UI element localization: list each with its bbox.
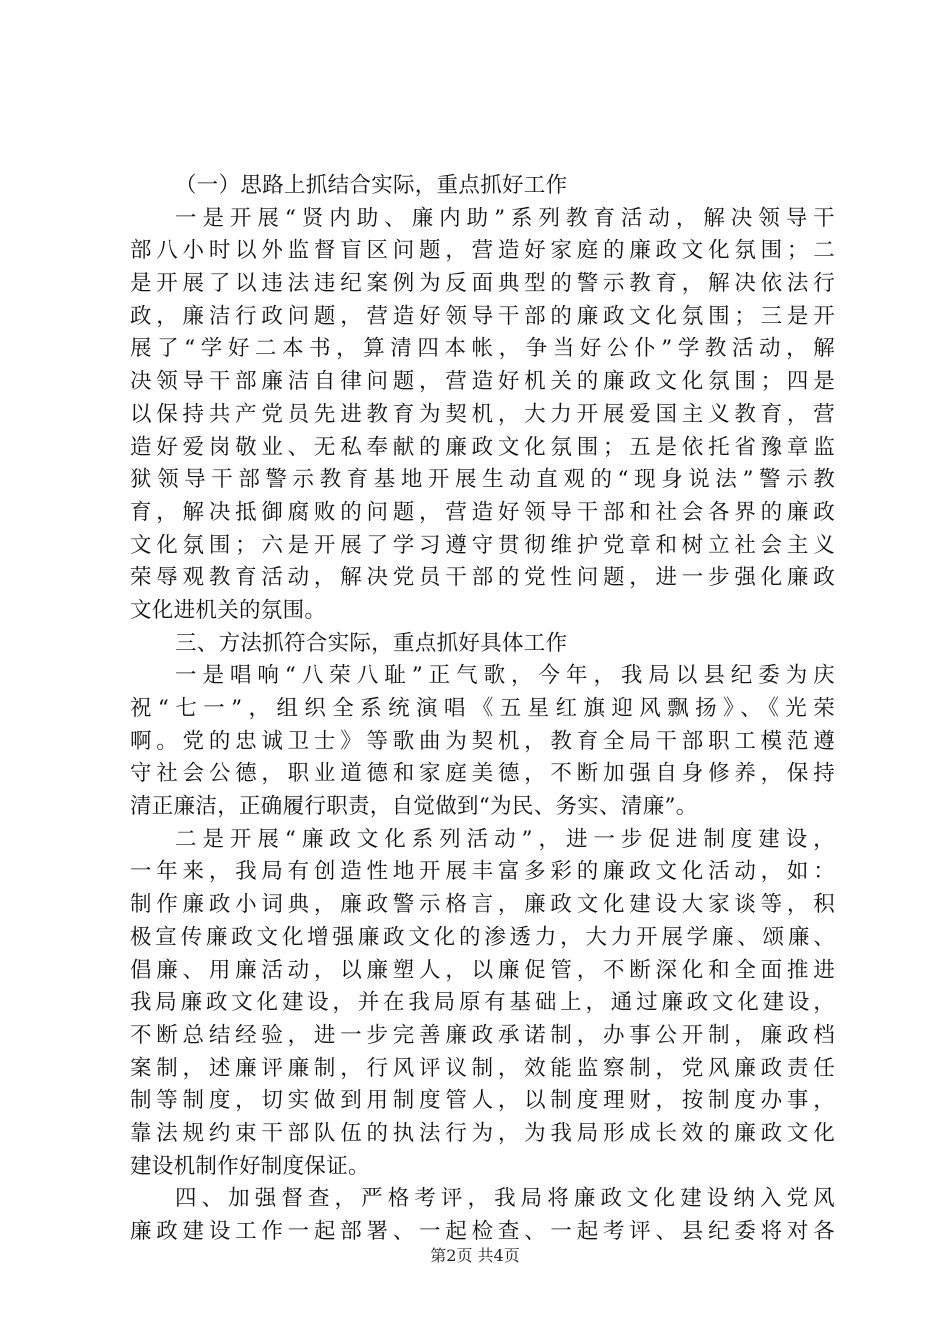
text-line: 倡廉、用廉活动，以廉塑人，以廉促管，不断深化和全面推进 <box>130 957 835 983</box>
text-line: 育，解决抵御腐败的问题，营造好领导干部和社会各界的廉政 <box>130 499 835 525</box>
heading-line: 三、方法抓符合实际，重点抓好具体工作 <box>175 630 568 656</box>
text-line: 极宣传廉政文化增强廉政文化的渗透力，大力开展学廉、颂廉、 <box>130 924 835 950</box>
text-line: 一是开展“贤内助、廉内助”系列教育活动，解决领导干 <box>175 205 835 231</box>
text-line: 案制，述廉评廉制，行风评议制，效能监察制，党风廉政责任 <box>130 1055 835 1081</box>
paragraph-1 <box>130 203 835 628</box>
text-line: 廉政建设工作一起部署、一起检查、一起考评、县纪委将对各 <box>130 1219 835 1244</box>
text-line: 以保持共产党员先进教育为契机，大力开展爱国主义教育，营 <box>130 401 835 427</box>
document-body <box>130 170 835 1249</box>
text-line: 不断总结经验，进一步完善廉政承诺制，办事公开制，廉政档 <box>130 1022 835 1048</box>
text-line: 展了“学好二本书，算清四本帐，争当好公仆”学教活动，解 <box>130 336 835 362</box>
paragraph-2 <box>130 660 835 823</box>
text-line: 清正廉洁，正确履行职责，自觉做到“为民、务实、清廉”。 <box>130 794 698 820</box>
text-line: 是开展了以违法违纪案例为反面典型的警示教育，解决依法行 <box>130 271 835 297</box>
text-line: 制等制度，切实做到用制度管人，以制度理财，按制度办事， <box>130 1088 835 1114</box>
heading-line: （一）思路上抓结合实际，重点抓好工作 <box>175 173 568 198</box>
text-line: 荣辱观教育活动，解决党员干部的党性问题，进一步强化廉政 <box>130 565 835 591</box>
paragraph-3 <box>130 824 835 1184</box>
text-line: 祝“七一”，组织全系统演唱《五星红旗迎风飘扬》、《光荣 <box>130 696 835 721</box>
text-line: 造好爱岗敬业、无私奉献的廉政文化氛围；五是依托省豫章监 <box>130 434 835 460</box>
text-line: 政，廉洁行政问题，营造好领导干部的廉政文化氛围；三是开 <box>130 303 835 329</box>
paragraph-4 <box>130 1183 835 1248</box>
text-line: 四、加强督查，严格考评，我局将廉政文化建设纳入党风 <box>175 1186 835 1212</box>
text-line: 文化氛围；六是开展了学习遵守贯彻维护党章和树立社会主义 <box>130 532 835 558</box>
text-line: 我局廉政文化建设，并在我局原有基础上，通过廉政文化建设， <box>130 990 835 1016</box>
text-line: 狱领导干部警示教育基地开展生动直观的“现身说法”警示教 <box>130 467 835 493</box>
text-line: 部八小时以外监督盲区问题，营造好家庭的廉政文化氛围；二 <box>130 238 835 264</box>
text-line: 文化进机关的氛围。 <box>130 597 327 623</box>
heading-1 <box>130 170 835 203</box>
text-line: 守社会公德，职业道德和家庭美德，不断加强自身修养，保持 <box>130 761 835 787</box>
text-line: 靠法规约束干部队伍的执法行为，为我局形成长效的廉政文化 <box>130 1120 835 1146</box>
text-line: 啊。党的忠诚卫士》等歌曲为契机，教育全局干部职工模范遵 <box>130 728 835 754</box>
text-line: 一是唱响“八荣八耻”正气歌，今年，我局以县纪委为庆 <box>175 663 835 689</box>
heading-2 <box>130 628 835 661</box>
text-line: 制作廉政小词典，廉政警示格言，廉政文化建设大家谈等，积 <box>130 892 835 918</box>
text-line: 建设机制作好制度保证。 <box>130 1153 370 1179</box>
text-line: 一年来，我局有创造性地开展丰富多彩的廉政文化活动，如： <box>130 859 835 885</box>
text-line: 决领导干部廉洁自律问题，营造好机关的廉政文化氛围；四是 <box>130 369 835 395</box>
text-line: 二是开展“廉政文化系列活动”，进一步促进制度建设， <box>175 826 835 852</box>
page-number-footer: 第2页 共4页 <box>430 1246 520 1265</box>
